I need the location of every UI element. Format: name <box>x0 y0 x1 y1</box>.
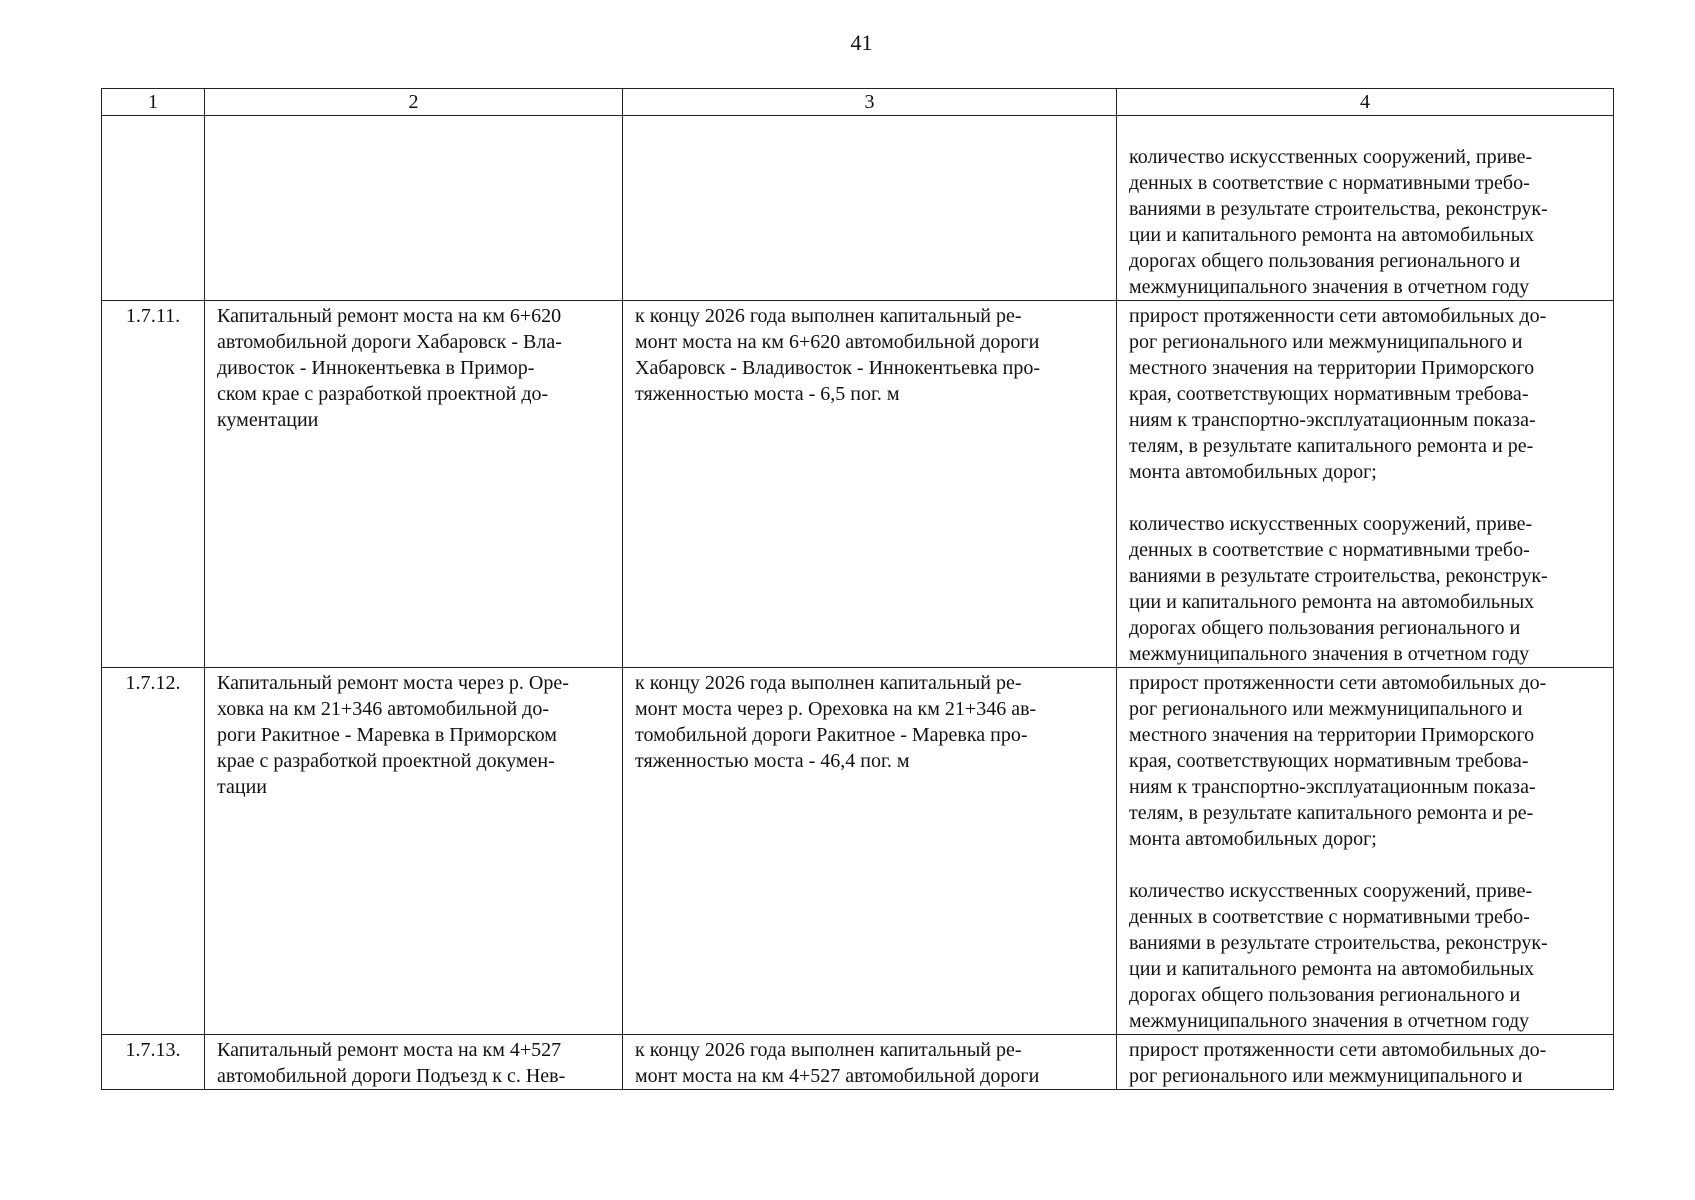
text-line: тации <box>217 776 267 798</box>
text-line: к концу 2026 года выполнен капитальный ре- <box>635 672 1022 694</box>
page-number: 41 <box>850 30 873 55</box>
text-line: ции и капитального ремонта на автомобильных <box>1129 958 1535 980</box>
indicators-text-structures <box>1129 511 1601 667</box>
table-header-row <box>102 89 1614 116</box>
cell-indicators <box>1117 1035 1614 1090</box>
text-line: ваниями в результате строительства, реконструк- <box>1129 198 1548 220</box>
indicators-text <box>1129 144 1601 300</box>
text-line: края, соответствующих нормативным требова- <box>1129 750 1529 772</box>
text-line: денных в соответствие с нормативными требо- <box>1129 172 1530 194</box>
text-line: денных в соответствие с нормативными требо- <box>1129 539 1530 561</box>
text-line: телям, в результате капитального ремонта и ре- <box>1129 802 1534 824</box>
text-line: местного значения на территории Приморского <box>1129 724 1535 746</box>
text-line: края, соответствующих нормативным требова- <box>1129 383 1529 405</box>
text-line: прирост протяженности сети автомобильных до- <box>1129 305 1547 327</box>
text-line: ваниями в результате строительства, реконструк- <box>1129 932 1548 954</box>
header-cell-1: 1 <box>102 89 205 116</box>
text-line: ции и капитального ремонта на автомобильных <box>1129 591 1535 613</box>
text-line: дорогах общего пользования регионального и <box>1129 617 1521 639</box>
text-line: рог регионального или межмуниципального и <box>1129 698 1523 720</box>
text-line: тяженностью моста - 46,4 пог. м <box>635 750 910 772</box>
text-line: межмуниципального значения в отчетном году <box>1129 643 1530 665</box>
text-line: к концу 2026 года выполнен капитальный ре- <box>635 305 1022 327</box>
text-line: рог регионального или межмуниципального и <box>1129 1065 1523 1087</box>
text-line: дорогах общего пользования регионального и <box>1129 984 1521 1006</box>
cell-number: 1.7.11. <box>102 301 205 668</box>
text-line: прирост протяженности сети автомобильных до- <box>1129 672 1547 694</box>
text-line: монта автомобильных дорог; <box>1129 461 1377 483</box>
text-line: межмуниципального значения в отчетном году <box>1129 1010 1530 1032</box>
cell-number: 1.7.12. <box>102 668 205 1035</box>
text-line: Капитальный ремонт моста через р. Оре- <box>217 672 569 694</box>
text-line: томобильной дороги Ракитное - Маревка про- <box>635 724 1028 746</box>
indicators-text-growth <box>1129 303 1601 485</box>
header-cell-4: 4 <box>1117 89 1614 116</box>
text-line: ваниями в результате строительства, реконструк- <box>1129 565 1548 587</box>
text-line: крае с разработкой проектной докумен- <box>217 750 555 772</box>
cell-indicators <box>1117 301 1614 668</box>
text-line: дивосток - Иннокентьевка в Примор- <box>217 357 535 379</box>
cell-measure <box>205 668 623 1035</box>
text-line: Капитальный ремонт моста на км 4+527 <box>217 1039 562 1061</box>
text-line: ховка на км 21+346 автомобильной до- <box>217 698 550 720</box>
text-line: количество искусственных сооружений, приве- <box>1129 880 1533 902</box>
text-line: телям, в результате капитального ремонта и ре- <box>1129 435 1534 457</box>
text-line: рог регионального или межмуниципального и <box>1129 331 1523 353</box>
text-line: денных в соответствие с нормативными требо- <box>1129 906 1530 928</box>
text-line: монт моста на км 4+527 автомобильной дороги <box>635 1065 1040 1087</box>
text-line: количество искусственных сооружений, приве- <box>1129 146 1533 168</box>
table-row-continuation <box>102 116 1614 301</box>
text-line: автомобильной дороги Подъезд к с. Нев- <box>217 1065 566 1087</box>
text-line: местного значения на территории Приморского <box>1129 357 1535 379</box>
cell-number: 1.7.13. <box>102 1035 205 1090</box>
text-line: Капитальный ремонт моста на км 6+620 <box>217 305 562 327</box>
table-row-1-7-12 <box>102 668 1614 1035</box>
text-line: к концу 2026 года выполнен капитальный ре- <box>635 1039 1022 1061</box>
cell-measure <box>205 1035 623 1090</box>
cell-number <box>102 116 205 301</box>
cell-measure <box>205 301 623 668</box>
text-line: количество искусственных сооружений, приве- <box>1129 513 1533 535</box>
text-line: ниям к транспортно-эксплуатационным показа- <box>1129 409 1536 431</box>
text-line: ском крае с разработкой проектной до- <box>217 383 549 405</box>
text-line: межмуниципального значения в отчетном году <box>1129 276 1530 298</box>
measures-table <box>101 88 1614 1090</box>
text-line: дорогах общего пользования регионального и <box>1129 250 1521 272</box>
text-line: монт моста через р. Ореховка на км 21+346 ав- <box>635 698 1037 720</box>
cell-result <box>623 1035 1117 1090</box>
cell-result <box>623 116 1117 301</box>
text-line: монта автомобильных дорог; <box>1129 828 1377 850</box>
cell-indicators <box>1117 116 1614 301</box>
text-line: ниям к транспортно-эксплуатационным показа- <box>1129 776 1536 798</box>
text-line: ции и капитального ремонта на автомобильных <box>1129 224 1535 246</box>
cell-result <box>623 668 1117 1035</box>
text-line: автомобильной дороги Хабаровск - Вла- <box>217 331 562 353</box>
indicators-text-growth <box>1129 670 1601 852</box>
text-line: монт моста на км 6+620 автомобильной дороги <box>635 331 1040 353</box>
text-line: тяженностью моста - 6,5 пог. м <box>635 383 900 405</box>
cell-measure <box>205 116 623 301</box>
table-row-1-7-11 <box>102 301 1614 668</box>
text-line: кументации <box>217 409 319 431</box>
text-line: прирост протяженности сети автомобильных до- <box>1129 1039 1547 1061</box>
table-row-1-7-13 <box>102 1035 1614 1090</box>
text-line: Хабаровск - Владивосток - Иннокентьевка про- <box>635 357 1041 379</box>
header-cell-2: 2 <box>205 89 623 116</box>
header-cell-3: 3 <box>623 89 1117 116</box>
text-line: роги Ракитное - Маревка в Приморском <box>217 724 557 746</box>
cell-result <box>623 301 1117 668</box>
indicators-text-structures <box>1129 878 1601 1034</box>
cell-indicators <box>1117 668 1614 1035</box>
